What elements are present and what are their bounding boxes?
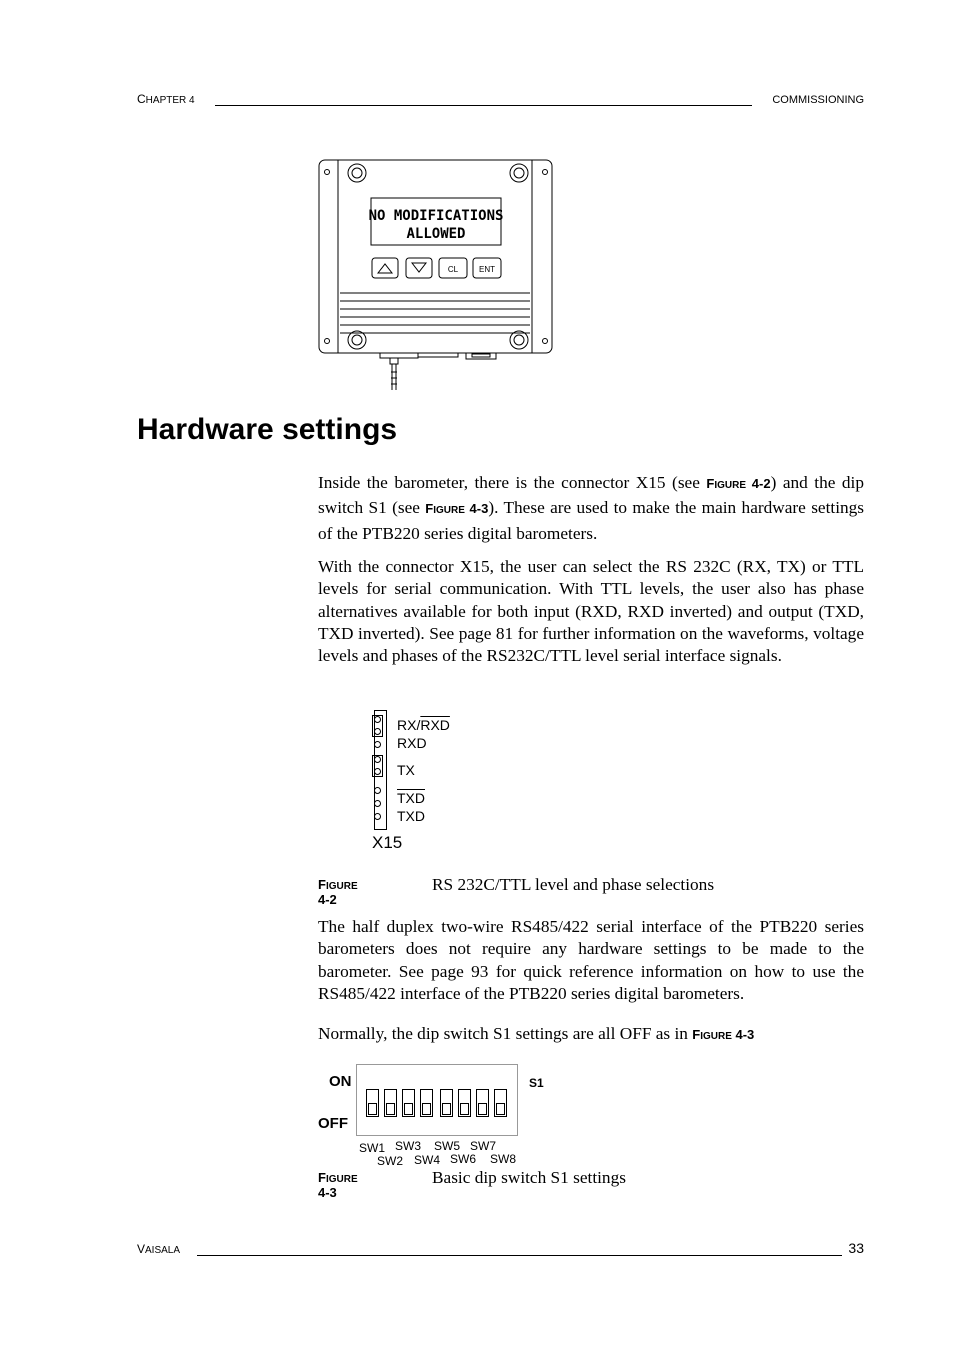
paragraph-x15: With the connector X15, the user can select the RS 232C (RX, TX) or TTL levels for serial communication. With TTL levels, the user also has phase alternatives available for both input (RXD, RXD inverted) and output (TXD, TXD inverted). See page 81 for further information on the waveforms, voltage levels and phases of the RS232C/TTL level serial interface signals. — [318, 557, 864, 666]
on-label: ON — [329, 1073, 352, 1090]
dip-switch-7 — [476, 1089, 489, 1117]
label-txd: TXD — [397, 808, 425, 824]
paragraph-rs485: The half duplex two-wire RS485/422 serial interface of the PTB220 series barometers does not require any hardware settings to be made to the barometer. See page 93 for quick reference information on how to use the RS485/422 interface of the PTB220 series digital barometers. — [318, 917, 864, 1003]
figure-number: FIGURE 4-3 — [318, 1170, 358, 1200]
x15-connector-figure — [372, 706, 492, 858]
page-footer — [137, 1241, 864, 1259]
paragraph-dip-switch: Normally, the dip switch S1 settings are all OFF as in FIGURE 4-3 — [318, 1024, 755, 1043]
dip-switch-5 — [440, 1089, 453, 1117]
dip-switch-1 — [366, 1089, 379, 1117]
p1-text-3: ). These are used to make the main hardware settings of the PTB220 series digital barometers. — [318, 498, 865, 543]
switch-label-sw2: SW2 — [377, 1154, 404, 1168]
dip-switch-3 — [402, 1089, 415, 1117]
figure-ref-4-2: FIGURE 4-2 — [706, 476, 771, 491]
chapter-label — [137, 92, 195, 106]
dip-switch-2 — [384, 1089, 397, 1117]
dip-switch-figure — [318, 1062, 558, 1170]
section-title: Hardware settings — [137, 413, 398, 446]
switch-name: S1 — [529, 1076, 544, 1090]
switch-label-sw7: SW7 — [470, 1139, 497, 1153]
pin-7 — [374, 800, 381, 807]
header-rule — [215, 105, 752, 106]
connector-name: X15 — [372, 833, 403, 852]
dip-switch-6 — [458, 1089, 471, 1117]
dip-switch-body — [356, 1064, 518, 1136]
display-line-1: NO MODIFICATIONS — [368, 208, 504, 224]
dip-switch-8 — [494, 1089, 507, 1117]
paragraph-intro — [318, 472, 864, 545]
dip-switch-4 — [420, 1089, 433, 1117]
switch-label-sw1: SW1 — [359, 1141, 386, 1155]
figure-caption-text: Basic dip switch S1 settings — [432, 1168, 626, 1187]
display-line-2: ALLOWED — [406, 226, 466, 242]
switch-label-sw8: SW8 — [490, 1152, 517, 1166]
p1-text-2: ) and the dip switch S1 (see — [318, 473, 864, 518]
chapter-initial: C — [137, 92, 146, 106]
barometer-device-figure — [318, 158, 554, 392]
figure-number: FIGURE 4-2 — [318, 877, 358, 907]
off-label: OFF — [318, 1115, 348, 1132]
pin-6 — [374, 787, 381, 794]
company-label: VAISALA — [137, 1242, 181, 1256]
ent-button-label: ENT — [479, 265, 495, 274]
pin-3 — [374, 741, 381, 748]
label-txd-inverted: $\overline{TXD}$ — [397, 790, 425, 806]
label-rxd: RXD — [397, 735, 427, 751]
figure-ref-4-3: FIGURE 4-3 — [692, 1027, 755, 1042]
p1-text-1: Inside the barometer, there is the connector X15 (see — [318, 473, 707, 492]
switch-label-sw6: SW6 — [450, 1152, 477, 1166]
footer-rule — [197, 1255, 842, 1256]
page-number: 33 — [848, 1240, 864, 1256]
switch-label-sw4: SW4 — [414, 1153, 441, 1167]
pin-8 — [374, 813, 381, 820]
switch-label-sw3: SW3 — [395, 1139, 422, 1153]
pin-5 — [374, 768, 381, 775]
figure-caption-text: RS 232C/TTL level and phase selections — [432, 875, 715, 894]
pin-4 — [374, 756, 381, 763]
label-tx: TX — [397, 762, 415, 778]
switch-label-sw5: SW5 — [434, 1139, 461, 1153]
page-header — [137, 92, 864, 110]
section-label: COMMISSIONING — [772, 94, 864, 106]
cl-button-label: CL — [447, 265, 459, 274]
chapter-rest: HAPTER 4 — [145, 95, 195, 106]
pin-1 — [374, 716, 381, 723]
label-rx-rxd-inverted: $RX/\overline{RXD}$ — [397, 717, 450, 733]
figure-ref-4-3: FIGURE 4-3 — [425, 501, 489, 517]
pin-2 — [374, 728, 381, 735]
